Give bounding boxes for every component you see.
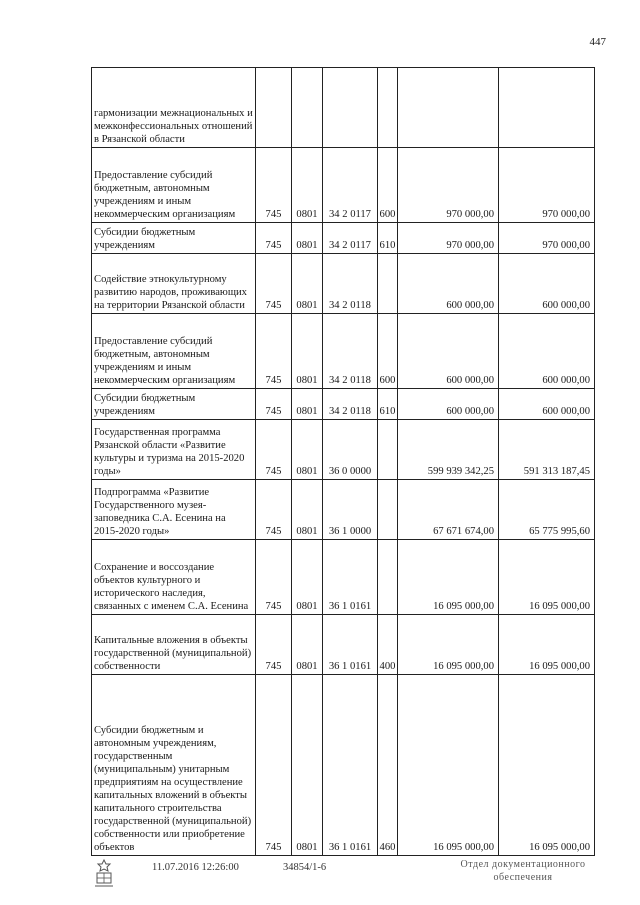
row-expense-type	[378, 540, 398, 615]
row-grbs: 745	[256, 675, 292, 856]
budget-table	[91, 67, 595, 856]
row-grbs: 745	[256, 254, 292, 314]
row-name: Подпрограмма «Развитие Государственного музея-заповедника С.А. Есенина на 2015-2020 годы»	[92, 480, 256, 540]
footer-datetime: 11.07.2016 12:26:00	[152, 862, 239, 873]
row-expense-type: 460	[378, 675, 398, 856]
row-name: Государственная программа Рязанской области «Развитие культуры и туризма на 2015-2020 годы»	[92, 420, 256, 480]
row-target-code: 36 1 0000	[323, 480, 378, 540]
row-section: 0801	[292, 480, 323, 540]
row-amount-1	[398, 68, 499, 148]
row-name: Субсидии бюджетным и автономным учреждениям, государственным (муниципальным) унитарным предприятиям на осуществление капитальных вложений в объекты капитального строительства государственной (муниципальной) собственности или приобретение объектов	[92, 675, 256, 856]
row-grbs	[256, 68, 292, 148]
row-amount-2	[499, 68, 595, 148]
row-name: Субсидии бюджетным учреждениям	[92, 389, 256, 420]
row-grbs: 745	[256, 420, 292, 480]
row-amount-2: 591 313 187,45	[499, 420, 595, 480]
table-row	[92, 148, 595, 223]
row-target-code: 34 2 0117	[323, 148, 378, 223]
row-target-code: 36 1 0161	[323, 540, 378, 615]
table-row	[92, 615, 595, 675]
row-amount-1: 970 000,00	[398, 223, 499, 254]
row-target-code: 34 2 0118	[323, 389, 378, 420]
table-row	[92, 254, 595, 314]
row-grbs: 745	[256, 148, 292, 223]
row-expense-type: 600	[378, 314, 398, 389]
row-section: 0801	[292, 540, 323, 615]
row-grbs: 745	[256, 480, 292, 540]
row-expense-type: 400	[378, 615, 398, 675]
row-name: гармонизации межнациональных и межконфессиональных отношений в Рязанской области	[92, 68, 256, 148]
row-expense-type: 610	[378, 223, 398, 254]
table-row	[92, 68, 595, 148]
row-expense-type	[378, 254, 398, 314]
row-expense-type	[378, 68, 398, 148]
row-target-code: 36 1 0161	[323, 615, 378, 675]
row-name: Субсидии бюджетным учреждениям	[92, 223, 256, 254]
row-grbs: 745	[256, 540, 292, 615]
row-amount-1: 599 939 342,25	[398, 420, 499, 480]
row-expense-type: 610	[378, 389, 398, 420]
row-name: Предоставление субсидий бюджетным, автономным учреждениям и иным некоммерческим организациям	[92, 148, 256, 223]
row-expense-type	[378, 420, 398, 480]
row-amount-2: 16 095 000,00	[499, 675, 595, 856]
row-amount-1: 67 671 674,00	[398, 480, 499, 540]
row-section: 0801	[292, 148, 323, 223]
row-amount-2: 970 000,00	[499, 148, 595, 223]
row-name: Сохранение и воссоздание объектов культурного и исторического наследия, связанных с именем С.А. Есенина	[92, 540, 256, 615]
row-target-code: 34 2 0118	[323, 314, 378, 389]
table-row	[92, 540, 595, 615]
row-target-code: 34 2 0117	[323, 223, 378, 254]
footer-org-stamp: Отдел документационного обеспечения	[460, 859, 586, 883]
row-section: 0801	[292, 675, 323, 856]
row-amount-1: 600 000,00	[398, 254, 499, 314]
page-number: 447	[589, 36, 606, 48]
table-row	[92, 223, 595, 254]
row-section: 0801	[292, 223, 323, 254]
table-row	[92, 314, 595, 389]
row-amount-2: 600 000,00	[499, 314, 595, 389]
row-section: 0801	[292, 420, 323, 480]
row-amount-2: 16 095 000,00	[499, 615, 595, 675]
row-grbs: 745	[256, 615, 292, 675]
row-section: 0801	[292, 615, 323, 675]
row-amount-1: 600 000,00	[398, 389, 499, 420]
row-section: 0801	[292, 389, 323, 420]
row-grbs: 745	[256, 314, 292, 389]
row-target-code: 36 1 0161	[323, 675, 378, 856]
row-amount-1: 16 095 000,00	[398, 675, 499, 856]
row-grbs: 745	[256, 223, 292, 254]
table-row	[92, 675, 595, 856]
row-amount-2: 16 095 000,00	[499, 540, 595, 615]
row-amount-2: 600 000,00	[499, 389, 595, 420]
row-section	[292, 68, 323, 148]
row-target-code: 34 2 0118	[323, 254, 378, 314]
row-expense-type: 600	[378, 148, 398, 223]
row-name: Содействие этнокультурному развитию народов, проживающих на территории Рязанской области	[92, 254, 256, 314]
row-amount-1: 16 095 000,00	[398, 615, 499, 675]
table-row	[92, 480, 595, 540]
row-amount-2: 65 775 995,60	[499, 480, 595, 540]
footer-doc-number: 34854/1-6	[283, 862, 327, 873]
row-amount-2: 600 000,00	[499, 254, 595, 314]
row-section: 0801	[292, 254, 323, 314]
row-name: Предоставление субсидий бюджетным, автономным учреждениям и иным некоммерческим организациям	[92, 314, 256, 389]
row-section: 0801	[292, 314, 323, 389]
row-name: Капитальные вложения в объекты государственной (муниципальной) собственности	[92, 615, 256, 675]
row-amount-1: 600 000,00	[398, 314, 499, 389]
row-grbs: 745	[256, 389, 292, 420]
row-target-code: 36 0 0000	[323, 420, 378, 480]
footer	[0, 858, 640, 898]
coat-of-arms-icon	[92, 858, 116, 890]
table-body	[92, 68, 595, 856]
row-target-code	[323, 68, 378, 148]
row-expense-type	[378, 480, 398, 540]
table-row	[92, 389, 595, 420]
row-amount-1: 16 095 000,00	[398, 540, 499, 615]
table-row	[92, 420, 595, 480]
row-amount-1: 970 000,00	[398, 148, 499, 223]
row-amount-2: 970 000,00	[499, 223, 595, 254]
